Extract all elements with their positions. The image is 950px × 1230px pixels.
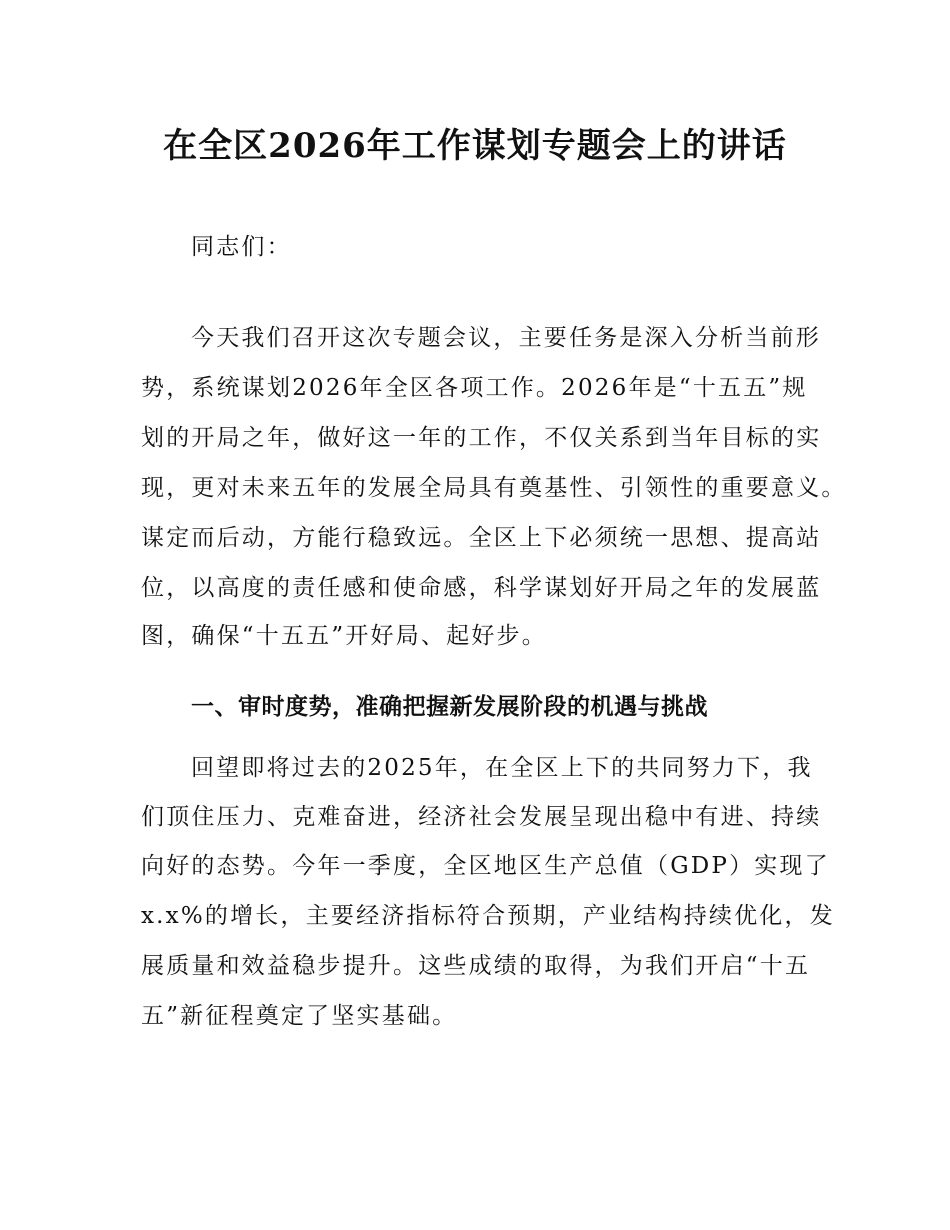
paragraph-line: 划的开局之年，做好这一年的工作，不仅关系到当年目标的实 xyxy=(141,425,822,451)
paragraph-line: 回望即将过去的2025年，在全区上下的共同努力下，我 xyxy=(191,755,813,781)
paragraph-line: 图，确保“十五五”开好局、起好步。 xyxy=(141,623,547,649)
salutation: 同志们： xyxy=(191,234,292,260)
paragraph-line: 谋定而后动，方能行稳致远。全区上下必须统一思想、提高站 xyxy=(141,525,822,551)
paragraph-line: 们顶住压力、克难奋进，经济社会发展呈现出稳中有进、持续 xyxy=(141,804,822,830)
paragraph-line: 位，以高度的责任感和使命感，科学谋划好开局之年的发展蓝 xyxy=(141,575,822,601)
paragraph-line: x.x%的增长，主要经济指标符合预期，产业结构持续优化，发 xyxy=(141,903,835,929)
paragraph-line: 今天我们召开这次专题会议，主要任务是深入分析当前形 xyxy=(191,325,821,351)
paragraph-line: 五”新征程奠定了坚实基础。 xyxy=(141,1003,458,1029)
paragraph-line: 向好的态势。今年一季度，全区地区生产总值（GDP）实现了 xyxy=(141,853,830,879)
section-heading: 一、审时度势，准确把握新发展阶段的机遇与挑战 xyxy=(191,694,708,720)
paragraph-line: 势，系统谋划2026年全区各项工作。2026年是“十五五”规 xyxy=(141,375,808,401)
paragraph-line: 展质量和效益稳步提升。这些成绩的取得，为我们开启“十五 xyxy=(141,953,811,979)
paragraph-line: 现，更对未来五年的发展全局具有奠基性、引领性的重要意义。 xyxy=(141,475,847,501)
document-title: 在全区2026年工作谋划专题会上的讲话 xyxy=(163,126,787,166)
